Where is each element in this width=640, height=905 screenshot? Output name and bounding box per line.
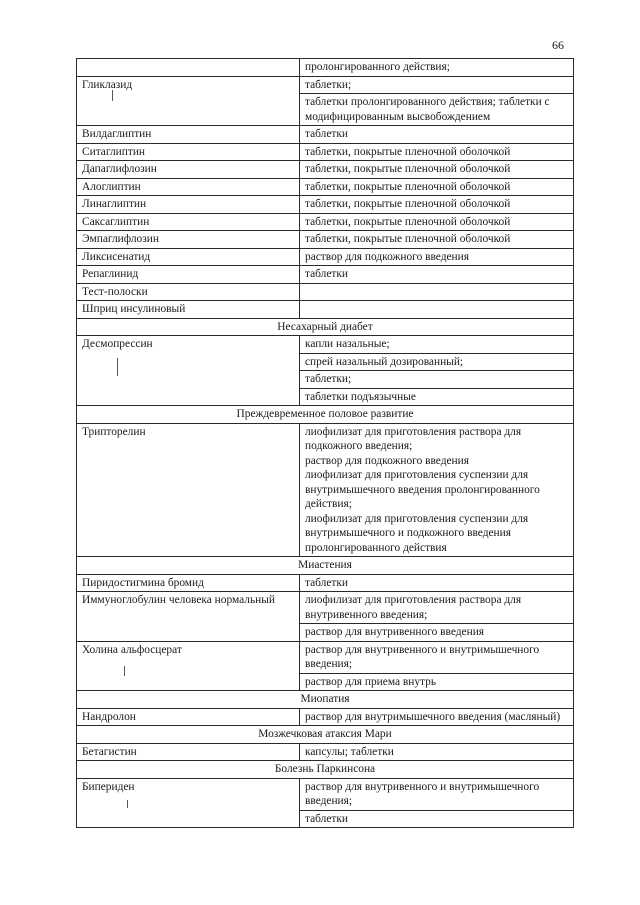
drug-row — [77, 641, 574, 691]
drug-table-body — [77, 59, 574, 828]
dosage-forms — [300, 336, 574, 406]
drug-row — [77, 213, 574, 231]
dosage-form: таблетки; — [305, 78, 352, 91]
drug-row — [77, 336, 574, 406]
drug-row — [77, 283, 574, 301]
dosage-forms — [300, 266, 574, 284]
dosage-form: раствор для внутривенного и внутримышечного введения; — [305, 780, 540, 807]
drug-name: Шприц инсулиновый — [77, 301, 300, 319]
dosage-form: таблетки, покрытые пленочной оболочкой — [305, 215, 511, 228]
dosage-form: таблетки, покрытые пленочной оболочкой — [305, 233, 511, 245]
dosage-form: таблетки, покрытые пленочной оболочкой — [305, 180, 511, 193]
drug-row — [77, 423, 574, 557]
dosage-form: таблетки — [300, 810, 573, 828]
dosage-forms — [300, 641, 574, 691]
scan-mark — [112, 90, 113, 101]
dosage-form: таблетки, покрытые пленочной оболочкой — [305, 145, 511, 158]
continuation-row — [77, 59, 574, 77]
drug-row — [77, 76, 574, 126]
dosage-forms — [300, 248, 574, 266]
dosage-forms — [300, 743, 574, 761]
dosage-forms — [300, 196, 574, 214]
dosage-form: пролонгированного действия; — [305, 61, 450, 73]
drug-row — [77, 143, 574, 161]
section-header-row — [77, 726, 574, 744]
dosage-forms — [300, 213, 574, 231]
section-title: Миастения — [77, 557, 574, 575]
dosage-form: раствор для приема внутрь — [300, 673, 573, 691]
scan-mark — [124, 666, 125, 676]
dosage-form: таблетки; — [300, 370, 573, 388]
drug-name — [77, 59, 300, 77]
drug-row — [77, 301, 574, 319]
page-number: 66 — [552, 38, 564, 52]
dosage-forms — [300, 231, 574, 249]
drug-row — [77, 592, 574, 642]
dosage-forms — [300, 778, 574, 828]
dosage-form: раствор для внутривенного и внутримышечного введения; — [305, 643, 540, 670]
dosage-form: лиофилизат для приготовления раствора для подкожного введения; раствор для подкожного введения лиофилизат для приготовления суспензии для внутримышечного введения пролонгированного действия; лиофилизат для приготовления суспензии для внутримышечного и подкожного введения пролонгированного действия — [305, 425, 540, 554]
dosage-form: таблетки, покрытые пленочной оболочкой — [305, 198, 511, 210]
drug-name: Десмопрессин — [77, 336, 300, 406]
drug-name: Эмпаглифлозин — [77, 231, 300, 249]
section-title: Миопатия — [77, 691, 574, 709]
section-title: Мозжечковая атаксия Мари — [77, 726, 574, 744]
drug-row — [77, 196, 574, 214]
scan-mark — [127, 800, 128, 808]
drug-name: Холина альфосцерат — [77, 641, 300, 691]
drug-name: Репаглинид — [77, 266, 300, 284]
section-title: Болезнь Паркинсона — [77, 761, 574, 779]
drug-row — [77, 178, 574, 196]
dosage-form — [300, 284, 573, 301]
drug-row — [77, 248, 574, 266]
drug-row — [77, 743, 574, 761]
section-title: Несахарный диабет — [77, 318, 574, 336]
section-header-row — [77, 761, 574, 779]
section-header-row — [77, 557, 574, 575]
dosage-form: таблетки — [305, 576, 349, 589]
drug-row — [77, 231, 574, 249]
drug-name: Вилдаглиптин — [77, 126, 300, 144]
drug-row — [77, 161, 574, 179]
dosage-forms — [300, 592, 574, 642]
dosage-forms — [300, 301, 574, 319]
dosage-forms — [300, 161, 574, 179]
dosage-form: таблетки подъязычные — [300, 388, 573, 406]
drug-name: Нандролон — [77, 708, 300, 726]
dosage-forms — [300, 178, 574, 196]
dosage-forms — [300, 574, 574, 592]
dosage-form: лиофилизат для приготовления раствора для внутривенного введения; — [305, 594, 522, 621]
dosage-form — [300, 301, 573, 318]
drug-name: Дапаглифлозин — [77, 161, 300, 179]
dosage-forms — [300, 708, 574, 726]
section-title: Преждевременное половое развитие — [77, 406, 574, 424]
drug-row — [77, 574, 574, 592]
dosage-forms — [300, 423, 574, 557]
dosage-form: таблетки — [305, 128, 349, 140]
drug-row — [77, 126, 574, 144]
dosage-form: спрей назальный дозированный; — [300, 353, 573, 371]
drug-name: Ситаглиптин — [77, 143, 300, 161]
dosage-forms — [300, 143, 574, 161]
dosage-form: раствор для подкожного введения — [305, 250, 469, 263]
drug-name: Саксаглиптин — [77, 213, 300, 231]
drug-name: Пиридостигмина бромид — [77, 574, 300, 592]
drug-name: Бетагистин — [77, 743, 300, 761]
dosage-form: капли назальные; — [305, 338, 390, 350]
drug-name: Гликлазид — [77, 76, 300, 126]
drug-table — [76, 58, 574, 828]
drug-name: Бипериден — [77, 778, 300, 828]
drug-name: Трипторелин — [77, 423, 300, 557]
dosage-forms — [300, 76, 574, 126]
drug-name: Алоглиптин — [77, 178, 300, 196]
drug-name: Иммуноглобулин человека нормальный — [77, 592, 300, 642]
drug-name: Ликсисенатид — [77, 248, 300, 266]
dosage-form: раствор для внутривенного введения — [300, 623, 573, 641]
dosage-forms — [300, 126, 574, 144]
dosage-forms — [300, 59, 574, 77]
dosage-form: таблетки — [305, 268, 349, 280]
drug-row — [77, 708, 574, 726]
scan-mark — [117, 358, 118, 376]
drug-name: Линаглиптин — [77, 196, 300, 214]
drug-name: Тест-полоски — [77, 283, 300, 301]
dosage-form: раствор для внутримышечного введения (масляный) — [305, 710, 561, 723]
section-header-row — [77, 406, 574, 424]
section-header-row — [77, 691, 574, 709]
section-header-row — [77, 318, 574, 336]
drug-row — [77, 778, 574, 828]
dosage-form: таблетки пролонгированного действия; таблетки с модифицированным высвобождением — [300, 93, 573, 125]
dosage-form: капсулы; таблетки — [305, 745, 394, 758]
dosage-form: таблетки, покрытые пленочной оболочкой — [305, 163, 511, 175]
drug-row — [77, 266, 574, 284]
dosage-forms — [300, 283, 574, 301]
